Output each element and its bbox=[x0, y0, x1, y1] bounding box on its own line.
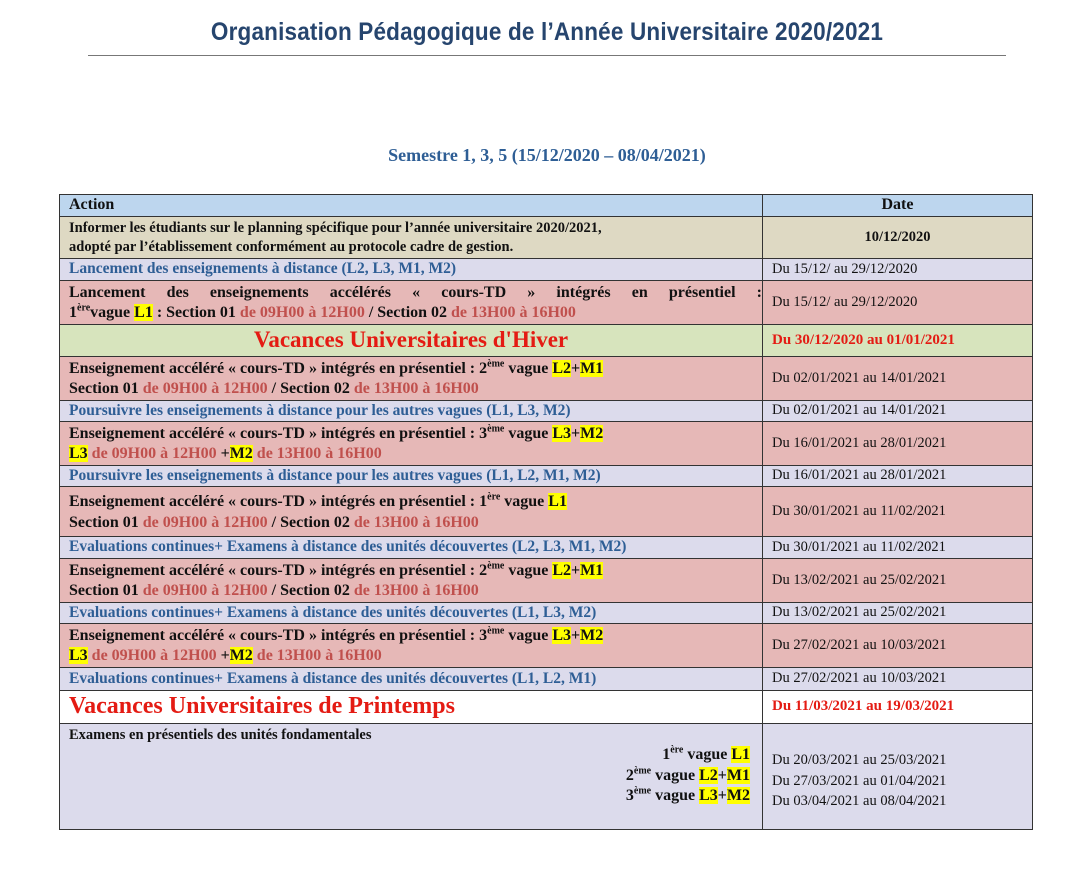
action-text-line: 1èrevague L1 : Section 01 de 09H00 à 12H00 / Section 02 de 13H00 à 16H00 bbox=[69, 302, 576, 321]
exam-date-1: Du 20/03/2021 au 25/03/2021 bbox=[772, 752, 947, 768]
date-cell: Du 02/01/2021 au 14/01/2021 bbox=[763, 357, 1033, 401]
table-row bbox=[60, 217, 1033, 259]
exam-wave-1: 1ère vague L1 bbox=[662, 744, 750, 764]
action-cell: Poursuivre les enseignements à distance pour les autres vagues (L1, L3, M2) bbox=[60, 401, 763, 422]
level-badge: M2 bbox=[229, 646, 253, 664]
table-row bbox=[60, 668, 1033, 691]
action-text-line: Examens en présentiels des unités fondamentales bbox=[69, 727, 372, 743]
header-date: Date bbox=[763, 195, 1033, 217]
exam-wave-3: 3ème vague L3+M2 bbox=[625, 785, 750, 805]
level-badge: M1 bbox=[726, 766, 750, 784]
level-badge: L1 bbox=[731, 746, 750, 764]
page-title: Organisation Pédagogique de l’Année Universitaire 2020/2021 bbox=[210, 18, 884, 46]
action-text-line: Enseignement accéléré « cours-TD » intégrés en présentiel : 2ème vague L2+M1 bbox=[69, 560, 604, 579]
exam-wave-2: 2ème vague L2+M1 bbox=[625, 765, 750, 784]
action-cell: Evaluations continues+ Examens à distance des unités découvertes (L1, L2, M1) bbox=[60, 668, 763, 691]
level-badge: L2 bbox=[699, 766, 718, 784]
level-badge: L3 bbox=[699, 787, 718, 805]
header-action: Action bbox=[60, 195, 763, 217]
action-cell: Poursuivre les enseignements à distance pour les autres vagues (L1, L2, M1, M2) bbox=[60, 466, 763, 487]
action-cell bbox=[60, 487, 763, 537]
table-row bbox=[60, 422, 1033, 466]
level-badge: L3 bbox=[69, 646, 88, 664]
level-badge: M2 bbox=[726, 787, 750, 805]
date-cell: Du 13/02/2021 au 25/02/2021 bbox=[763, 559, 1033, 603]
action-cell bbox=[60, 559, 763, 603]
level-badge: M2 bbox=[229, 444, 253, 462]
level-badge: L2 bbox=[552, 561, 572, 579]
level-badge: L3 bbox=[69, 444, 88, 462]
table-row bbox=[60, 281, 1033, 325]
semester-title: Semestre 1, 3, 5 (15/12/2020 – 08/04/2021) bbox=[388, 145, 706, 165]
action-text-line: Enseignement accéléré « cours-TD » intégrés en présentiel : 3ème vague L3+M2 bbox=[69, 423, 604, 442]
table-row bbox=[60, 401, 1033, 422]
table-row bbox=[60, 259, 1033, 281]
date-cell: Du 30/01/2021 au 11/02/2021 bbox=[763, 537, 1033, 559]
date-cell: Du 02/01/2021 au 14/01/2021 bbox=[763, 401, 1033, 422]
date-cell: Du 13/02/2021 au 25/02/2021 bbox=[763, 603, 1033, 624]
level-badge: M1 bbox=[580, 359, 604, 377]
action-cell bbox=[60, 217, 763, 259]
table-row bbox=[60, 603, 1033, 624]
date-cell: Du 11/03/2021 au 19/03/2021 bbox=[763, 691, 1033, 724]
date-cell: Du 16/01/2021 au 28/01/2021 bbox=[763, 422, 1033, 466]
action-text-line: L3 de 09H00 à 12H00 +M2 de 13H00 à 16H00 bbox=[69, 444, 382, 462]
action-text-line: Section 01 de 09H00 à 12H00 / Section 02 de 13H00 à 16H00 bbox=[69, 581, 479, 599]
date-cell: Du 16/01/2021 au 28/01/2021 bbox=[763, 466, 1033, 487]
level-badge: L1 bbox=[134, 303, 153, 321]
date-cell: Du 27/02/2021 au 10/03/2021 bbox=[763, 624, 1033, 668]
date-cell: Du 27/02/2021 au 10/03/2021 bbox=[763, 668, 1033, 691]
level-badge: L3 bbox=[552, 424, 572, 442]
action-text-line: Enseignement accéléré « cours-TD » intégrés en présentiel : 2ème vague L2+M1 bbox=[69, 358, 604, 377]
level-badge: L2 bbox=[552, 359, 572, 377]
exam-date-3: Du 03/04/2021 au 08/04/2021 bbox=[772, 793, 947, 809]
action-cell bbox=[60, 422, 763, 466]
table-row bbox=[60, 691, 1033, 724]
action-cell bbox=[60, 357, 763, 401]
table-row bbox=[60, 537, 1033, 559]
holiday-label: Vacances Universitaires de Printemps bbox=[60, 691, 763, 724]
table-row bbox=[60, 325, 1033, 357]
table-row bbox=[60, 487, 1033, 537]
action-cell bbox=[60, 281, 763, 325]
date-cell: Du 30/01/2021 au 11/02/2021 bbox=[763, 487, 1033, 537]
action-cell: Evaluations continues+ Examens à distance des unités découvertes (L1, L3, M2) bbox=[60, 603, 763, 624]
action-text-line: Enseignement accéléré « cours-TD » intégrés en présentiel : 3ème vague L3+M2 bbox=[69, 625, 604, 644]
action-text-line: Enseignement accéléré « cours-TD » intégrés en présentiel : 1ère vague L1 bbox=[69, 491, 567, 510]
action-text-line: Lancement des enseignements accélérés « cours-TD » intégrés en présentiel : bbox=[69, 283, 762, 301]
table-row bbox=[60, 624, 1033, 668]
action-text-line: Section 01 de 09H00 à 12H00 / Section 02 de 13H00 à 16H00 bbox=[69, 513, 479, 531]
level-badge: L1 bbox=[548, 492, 567, 510]
date-cell: Du 15/12/ au 29/12/2020 bbox=[763, 281, 1033, 325]
level-badge: M1 bbox=[580, 561, 604, 579]
table-row bbox=[60, 559, 1033, 603]
action-text-line: Informer les étudiants sur le planning spécifique pour l’année universitaire 2020/2021, bbox=[69, 219, 602, 236]
date-cell: Du 30/12/2020 au 01/01/2021 bbox=[763, 325, 1033, 357]
table-row bbox=[60, 466, 1033, 487]
exam-date-2: Du 27/03/2021 au 01/04/2021 bbox=[772, 772, 947, 789]
table-row bbox=[60, 724, 1033, 830]
title-divider bbox=[88, 55, 1006, 56]
action-text-line: L3 de 09H00 à 12H00 +M2 de 13H00 à 16H00 bbox=[69, 646, 382, 664]
date-cell: 10/12/2020 bbox=[763, 217, 1033, 259]
holiday-label: Vacances Universitaires d'Hiver bbox=[60, 325, 763, 357]
date-cell bbox=[763, 724, 1033, 830]
action-text-line: adopté par l’établissement conformément au protocole cadre de gestion. bbox=[69, 238, 514, 255]
table-row bbox=[60, 357, 1033, 401]
action-cell bbox=[60, 724, 763, 830]
action-cell bbox=[60, 624, 763, 668]
date-cell: Du 15/12/ au 29/12/2020 bbox=[763, 259, 1033, 281]
action-text-line: Section 01 de 09H00 à 12H00 / Section 02 de 13H00 à 16H00 bbox=[69, 379, 479, 397]
action-cell: Lancement des enseignements à distance (L2, L3, M1, M2) bbox=[60, 259, 763, 281]
level-badge: M2 bbox=[580, 626, 604, 644]
level-badge: L3 bbox=[552, 626, 572, 644]
schedule-table bbox=[59, 194, 1033, 830]
level-badge: M2 bbox=[580, 424, 604, 442]
action-cell: Evaluations continues+ Examens à distance des unités découvertes (L2, L3, M1, M2) bbox=[60, 537, 763, 559]
table-header-row bbox=[60, 195, 1033, 217]
